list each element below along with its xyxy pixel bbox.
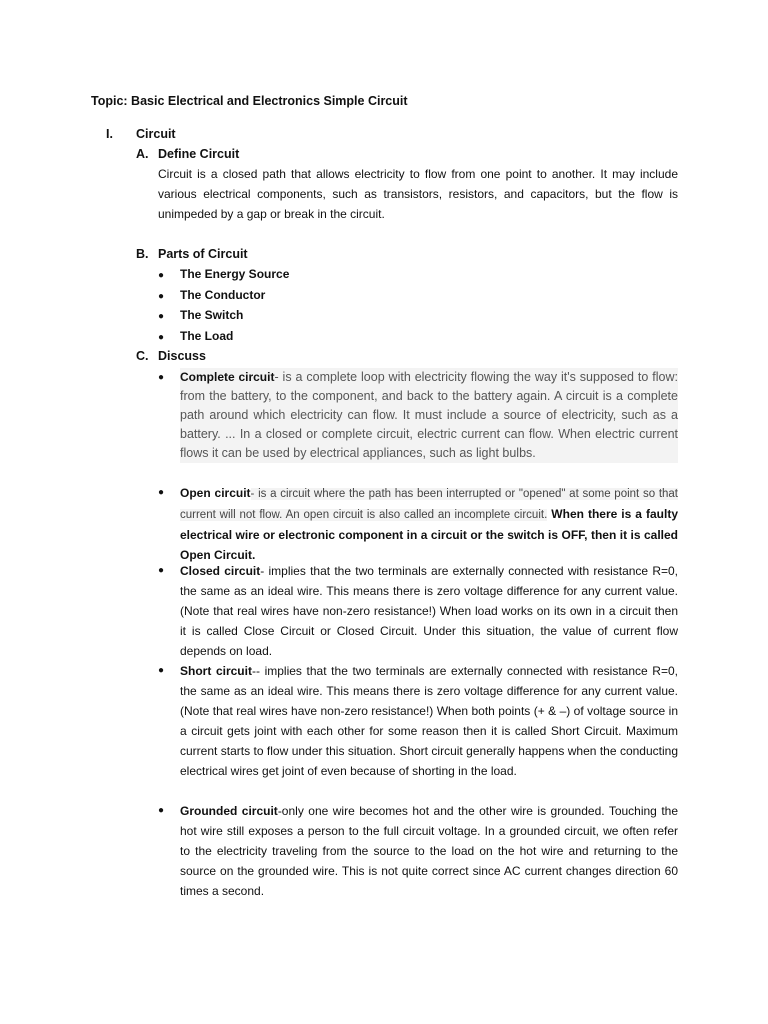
discuss-item-complete <box>158 368 678 463</box>
discuss-item-grounded <box>158 801 678 901</box>
section-number: I. <box>106 127 113 141</box>
bullet-icon: ● <box>158 291 165 302</box>
bullet-icon: ● <box>158 270 165 281</box>
bullet-icon: ● <box>158 805 165 816</box>
closed-circuit-text: - implies that the two terminals are externally connected with resistance R=0, the same as an ideal wire. This means there is zero voltage difference for any current value. (Note that real wires have non-zero resistance!) When load works on its own in a circuit then it is called Close Circuit or Closed Circuit. Under this situation, the value of current flow depends on load. <box>180 564 679 658</box>
subsection-letter: C. <box>136 349 149 363</box>
discuss-item-short <box>158 661 678 781</box>
term-closed-circuit: Closed circuit <box>180 564 261 578</box>
list-item-label: The Load <box>180 329 234 343</box>
subsection-letter: B. <box>136 247 149 261</box>
list-item <box>158 329 233 343</box>
subsection-title: Define Circuit <box>158 147 240 161</box>
subsection-define <box>136 147 239 161</box>
list-item <box>158 267 289 281</box>
open-circuit-text: - is a circuit where the path has been interrupted or "opened" at some point so that current will not flow. An open circuit is also called an incomplete circuit. <box>180 488 678 521</box>
term-short-circuit: Short circuit <box>180 664 252 678</box>
bullet-icon: ● <box>158 311 165 322</box>
open-circuit-definition: When there is a faulty electrical wire or electronic component in a circuit or the switch is OFF, then it is called Open Circuit. <box>180 507 678 562</box>
complete-circuit-text: - is a complete loop with electricity flowing the way it's supposed to flow: from the battery, to the component, and back to the battery again. A circuit is a complete path around which electricity can flow. It must include a source of electricity, such as a battery. ... In a closed or complete circuit, electric current can flow. When electric current flows it can be used by electrical appliances, such as light bulbs. <box>180 370 678 460</box>
topic-heading: Topic: Basic Electrical and Electronics Simple Circuit <box>91 94 408 108</box>
subsection-letter: A. <box>136 147 149 161</box>
term-grounded-circuit: Grounded circuit <box>180 804 278 818</box>
grounded-circuit-text: -only one wire becomes hot and the other wire is grounded. Touching the hot wire still exposes a person to the full circuit voltage. In a grounded circuit, we often refer to the electricity traveling from the source to the load on the hot wire and returning to the source on the grounded wire. This is not quite correct since AC current changes direction 60 times a second. <box>180 804 678 898</box>
discuss-item-closed <box>158 561 678 661</box>
section-title: Circuit <box>136 127 176 141</box>
term-open-circuit: Open circuit <box>180 486 251 500</box>
subsection-title: Discuss <box>158 349 206 363</box>
list-item-label: The Switch <box>180 308 244 322</box>
list-item-label: The Conductor <box>180 288 266 302</box>
list-item <box>158 308 243 322</box>
subsection-parts <box>136 247 248 261</box>
bullet-icon: ● <box>158 372 165 383</box>
term-complete-circuit: Complete circuit <box>180 370 275 384</box>
define-paragraph: Circuit is a closed path that allows electricity to flow from one point to another. It may include various electrical components, such as transistors, resistors, and capacitors, but the flow is unimpeded by a gap or break in the circuit. <box>158 167 678 221</box>
bullet-icon: ● <box>158 332 165 343</box>
subsection-title: Parts of Circuit <box>158 247 248 261</box>
list-item <box>158 288 265 302</box>
list-item-label: The Energy Source <box>180 267 290 281</box>
discuss-item-open <box>158 483 678 565</box>
bullet-icon: ● <box>158 665 165 676</box>
subsection-discuss <box>136 349 206 363</box>
short-circuit-text: -- implies that the two terminals are externally connected with resistance R=0, the same as an ideal wire. This means there is zero voltage difference for any current value. (Note that real wires have non-zero resistance!) When both points (+ & –) of voltage source in a circuit gets joint with each other for some reason then it is called Short Circuit. Maximum current starts to flow under this situation. Short circuit generally happens when the conducting electrical wires get joint of even because of shorting in the load. <box>180 664 678 778</box>
bullet-icon: ● <box>158 565 165 576</box>
bullet-icon: ● <box>158 487 165 498</box>
